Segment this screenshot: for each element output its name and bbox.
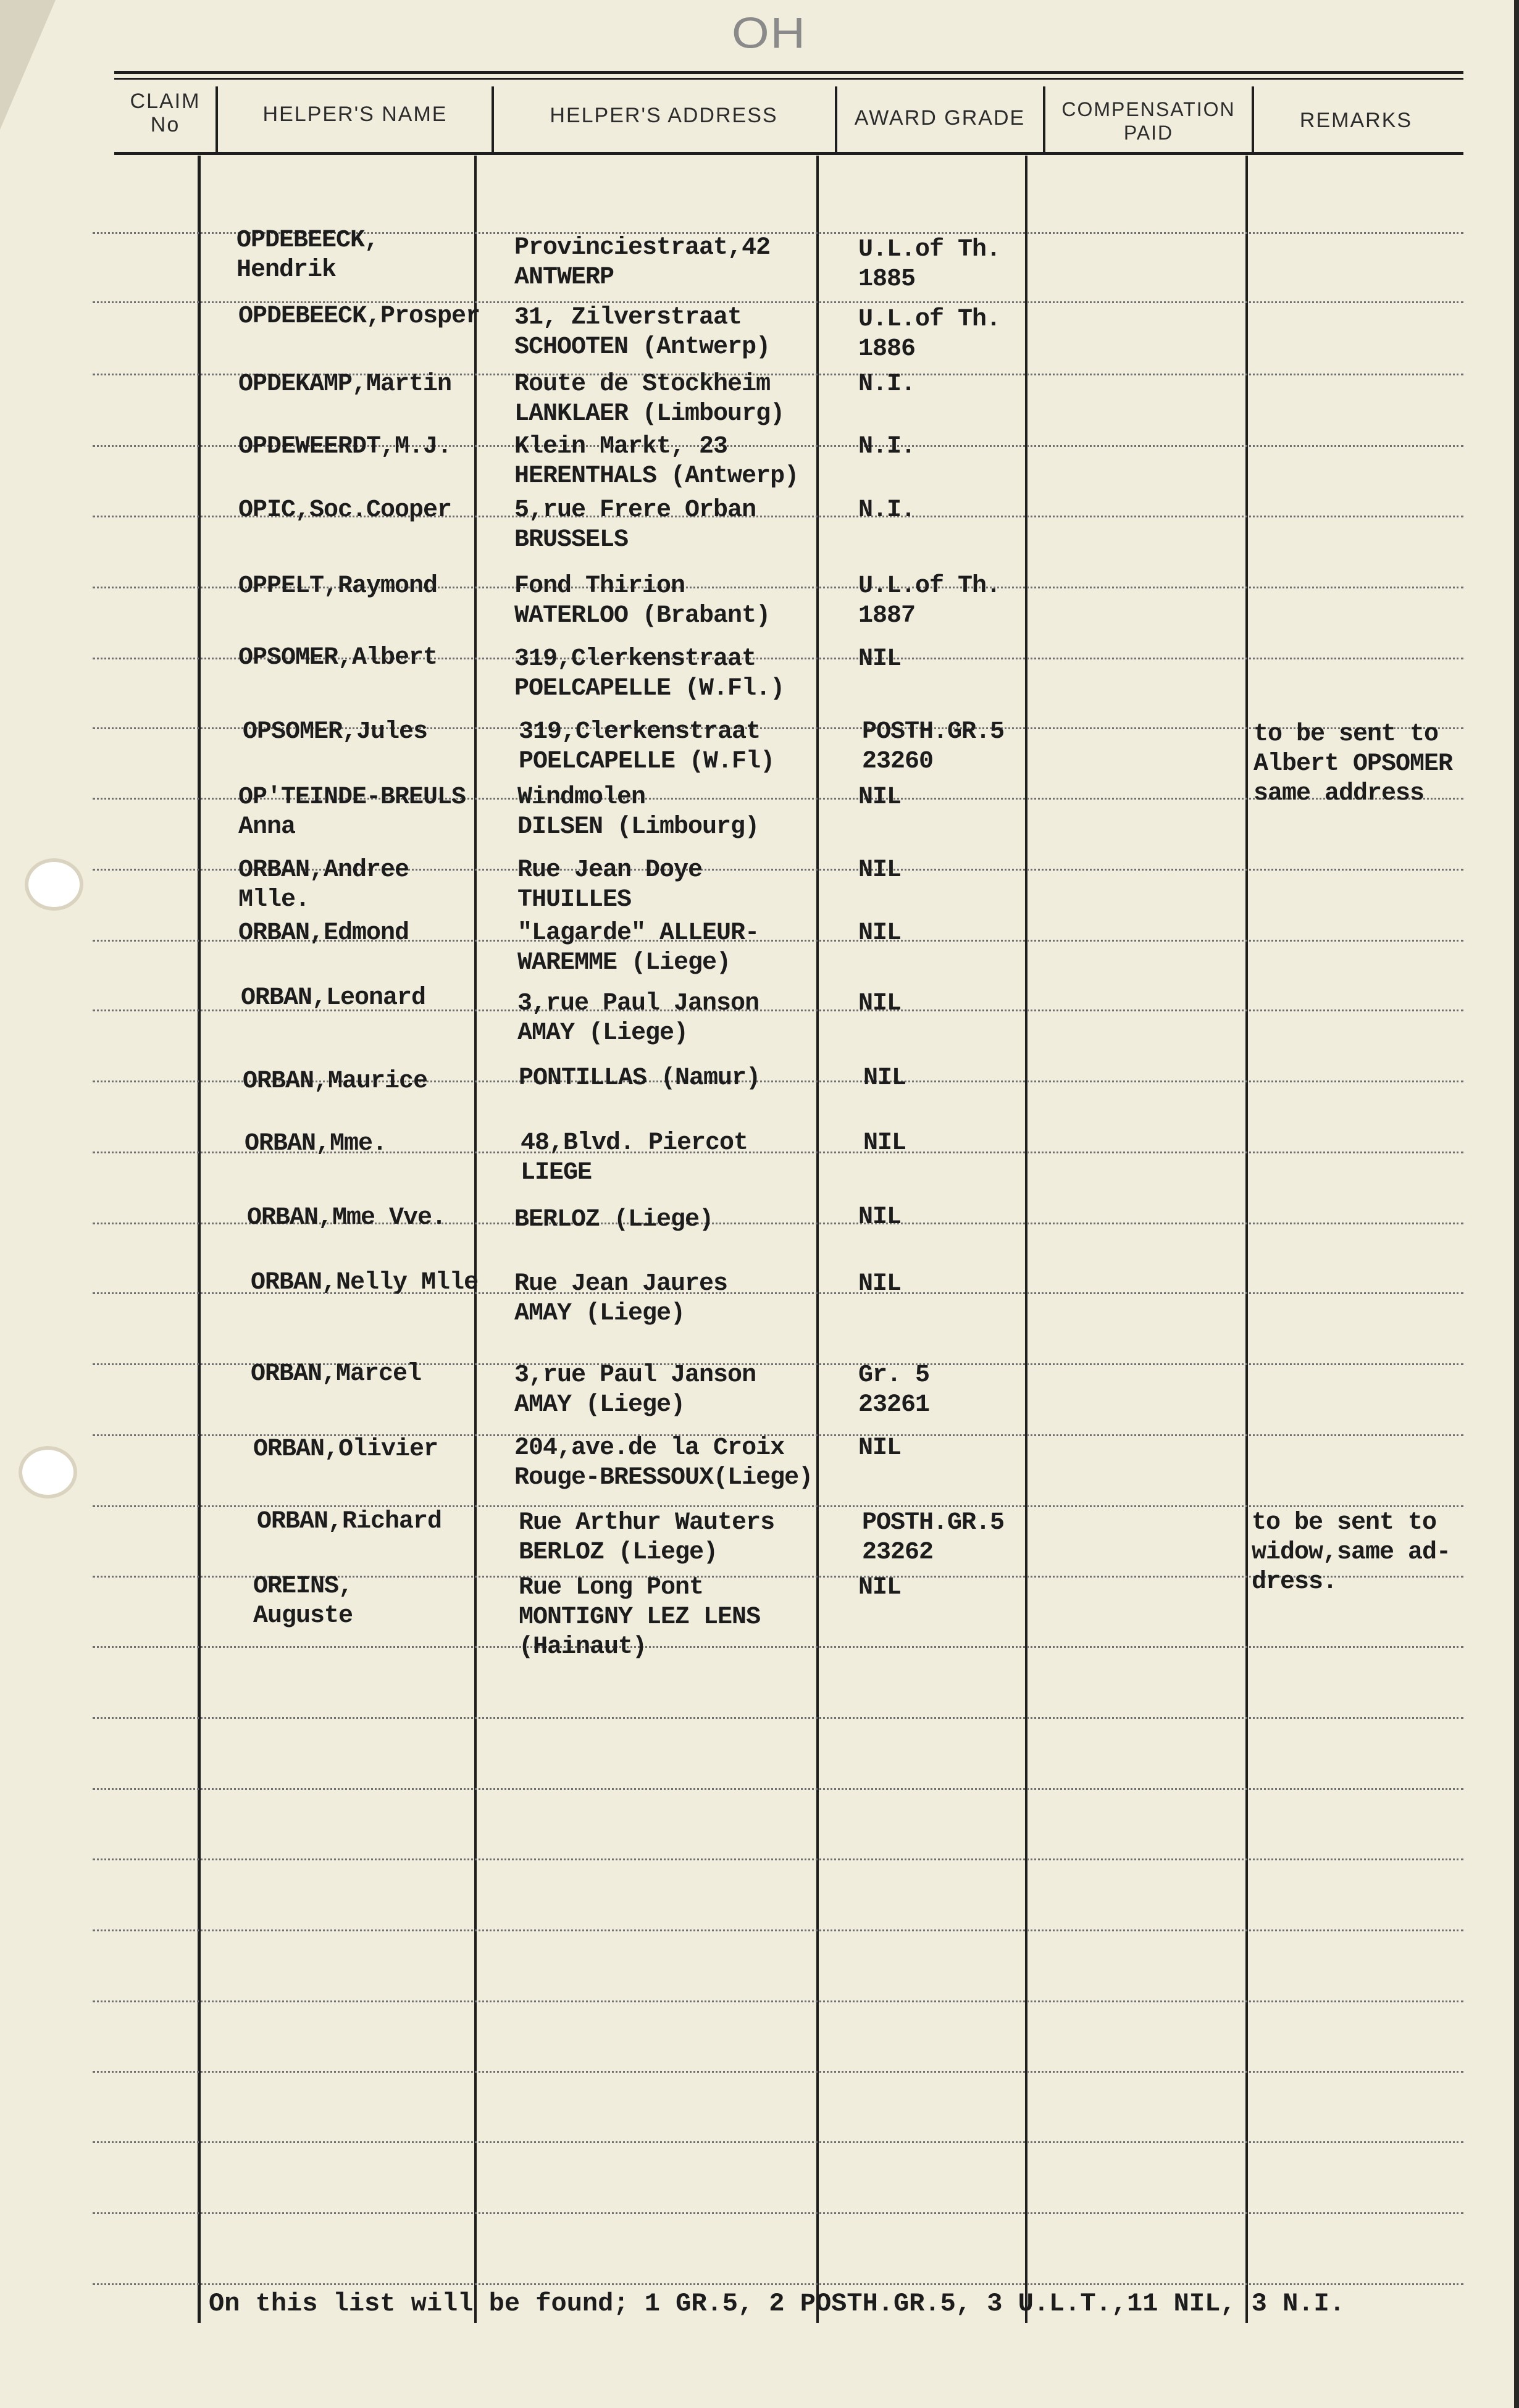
helper-name: OREINS, Auguste [253,1573,353,1630]
award-grade: POSTH.GR.5 23262 [862,1509,1005,1566]
award-grade: NIL [858,1574,902,1602]
page-number: OH [732,8,806,57]
award-grade: N.I. [858,496,916,524]
helper-name: OPSOMER,Albert [238,644,438,672]
helper-name: ORBAN,Marcel [251,1360,422,1388]
helper-name: ORBAN,Leonard [241,984,426,1012]
helper-address: 31, Zilverstraat SCHOOTEN (Antwerp) [514,304,771,361]
header-claim: CLAIM No [130,90,201,136]
helper-address: Fond Thirion WATERLOO (Brabant) [514,572,771,630]
award-grade: NIL [863,1064,906,1092]
header-helpers-name: HELPER'S NAME [262,102,448,126]
award-grade: NIL [858,919,902,947]
helper-address: 5,rue Frere Orban BRUSSELS [514,496,756,554]
ruled-line [93,2000,1463,2002]
award-grade: NIL [858,1270,902,1298]
helper-address: Rue Arthur Wauters BERLOZ (Liege) [519,1509,775,1566]
ruled-line [93,1717,1463,1719]
helper-name: ORBAN,Andree Mlle. [238,856,409,914]
column-line-4 [1025,156,1027,2323]
helper-address: 3,rue Paul Janson AMAY (Liege) [514,1361,756,1419]
award-grade: NIL [858,784,902,811]
award-grade: NIL [858,645,902,673]
helper-name: OPDEBEECK, Hendrik [236,227,379,284]
helper-address: Rue Long Pont MONTIGNY LEZ LENS (Hainaut) [519,1574,761,1661]
helper-address: Rue Jean Jaures AMAY (Liege) [514,1270,728,1327]
punch-hole-upper [25,858,83,911]
award-grade: N.I. [858,370,916,398]
helper-address: Windmolen DILSEN (Limbourg) [517,784,760,841]
header-compensation-paid: COMPENSATION PAID [1061,98,1236,144]
ruled-line [93,2141,1463,2143]
helper-name: ORBAN,Edmond [238,919,409,947]
helper-address: 319,Clerkenstraat POELCAPELLE (W.Fl) [519,718,775,775]
helper-name: OPDEWEERDT,M.J. [238,433,452,461]
award-grade: NIL [858,1203,902,1231]
award-grade: N.I. [858,433,916,461]
header-remarks: REMARKS [1299,109,1413,132]
ruled-line [93,2071,1463,2073]
helper-name: OPDEBEECK,Prosper [238,303,480,330]
footer-summary: On this list will be found; 1 GR.5, 2 POSTH.GR.5, 3 U.L.T.,11 NIL, 3 N.I. [209,2289,1345,2318]
helper-name: ORBAN,Mme Vve. [247,1204,446,1232]
helper-name: OP'TEINDE-BREULS Anna [238,784,466,841]
header-helpers-address: HELPER'S ADDRESS [550,104,778,127]
helper-address: 319,Clerkenstraat POELCAPELLE (W.Fl.) [514,645,785,703]
helper-address: Klein Markt, 23 HERENTHALS (Antwerp) [514,433,799,490]
header-divider-1 [216,86,218,153]
award-grade: U.L.of Th. 1887 [858,572,1001,630]
award-grade: Gr. 5 23261 [858,1361,930,1419]
helper-name: ORBAN,Olivier [253,1436,438,1463]
top-double-rule-2 [114,78,1463,80]
punch-hole-lower [19,1446,77,1499]
award-grade: NIL [858,856,902,884]
column-line-1 [198,156,201,2323]
award-grade: POSTH.GR.5 23260 [862,718,1005,775]
column-line-5 [1245,156,1248,2323]
ruled-line [93,1858,1463,1860]
ruled-line [93,1788,1463,1790]
award-grade: NIL [858,990,902,1018]
helper-name: OPPELT,Raymond [238,572,438,600]
folded-corner [0,0,56,130]
helper-name: ORBAN,Mme. [245,1130,387,1158]
scan-edge [1514,0,1519,2408]
header-award-grade: AWARD GRADE [854,106,1026,130]
helper-name: ORBAN,Richard [257,1508,442,1536]
helper-name: ORBAN,Maurice [243,1068,428,1095]
helper-address: BERLOZ (Liege) [514,1206,714,1234]
helper-address: Rue Jean Doye THUILLES [517,856,703,914]
ruled-line [93,2212,1463,2214]
remarks: to be sent to Albert OPSOMER same address [1253,721,1453,808]
helper-address: Provinciestraat,42 ANTWERP [514,234,771,291]
helper-name: OPSOMER,Jules [243,718,428,746]
column-line-3 [816,156,819,2323]
ruled-line [93,2283,1463,2285]
helper-address: 48,Blvd. Piercot LIEGE [521,1129,748,1187]
helper-address: PONTILLAS (Namur) [519,1064,761,1092]
header-bottom-rule [114,152,1463,155]
helper-address: Route de Stockheim LANKLAER (Limbourg) [514,370,785,428]
helper-address: 3,rue Paul Janson AMAY (Liege) [517,990,760,1047]
award-grade: U.L.of Th. 1886 [858,306,1001,363]
ruled-line [93,1929,1463,1931]
award-grade: NIL [858,1434,902,1462]
helper-name: ORBAN,Nelly Mlle [251,1269,479,1297]
top-double-rule-1 [114,71,1463,74]
helper-name: OPIC,Soc.Cooper [238,496,452,524]
helper-name: OPDEKAMP,Martin [238,370,452,398]
helper-address: 204,ave.de la Croix Rouge-BRESSOUX(Liege) [514,1434,813,1492]
award-grade: NIL [863,1129,906,1157]
award-grade: U.L.of Th. 1885 [858,236,1001,293]
remarks: to be sent to widow,same ad- dress. [1252,1509,1451,1596]
helper-address: "Lagarde" ALLEUR- WAREMME (Liege) [517,919,760,977]
